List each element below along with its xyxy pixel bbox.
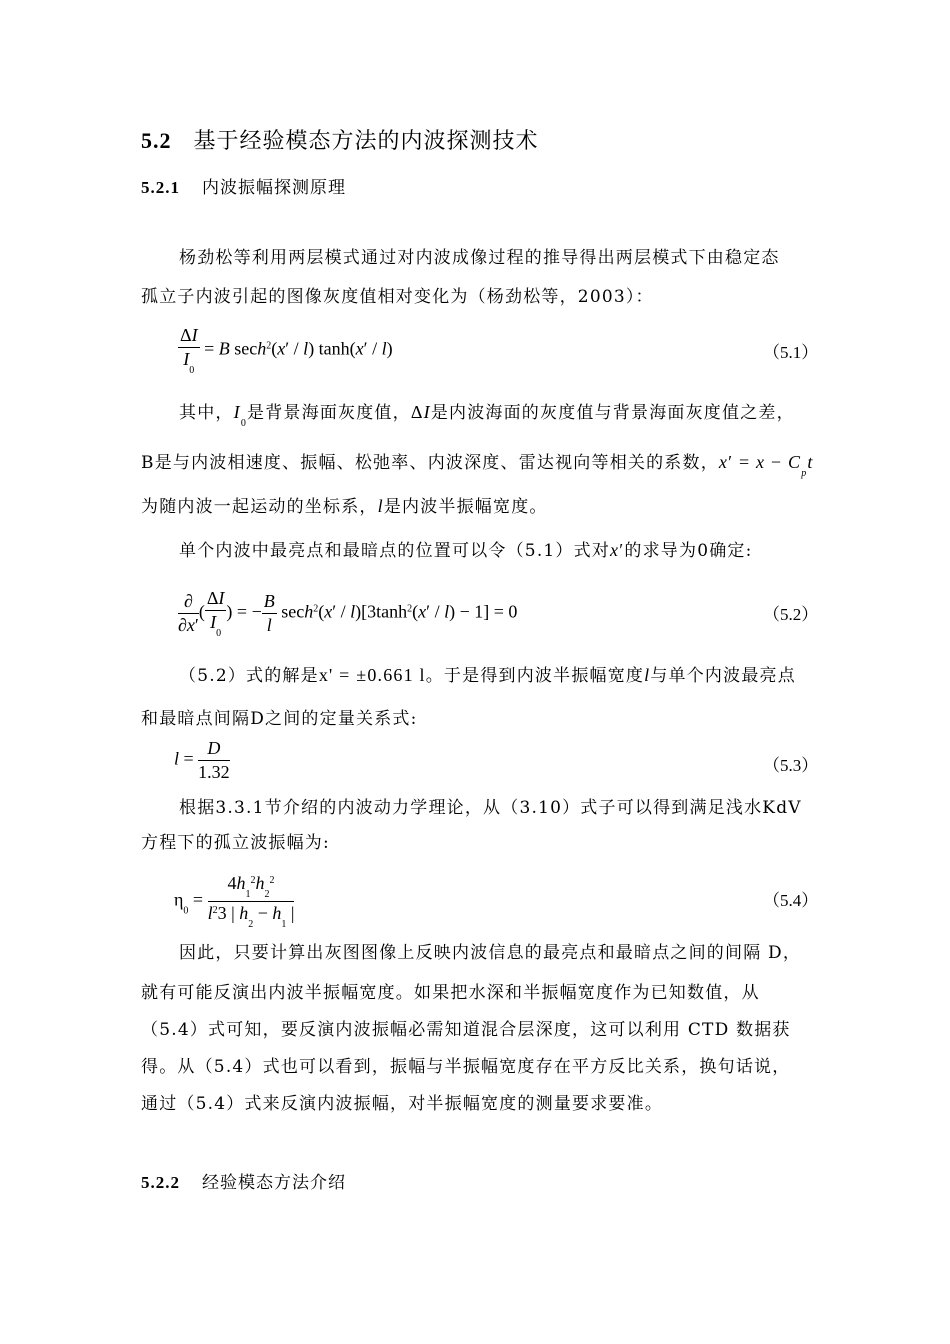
paragraph-6-line-4: 得。从（5.4）式也可以看到，振幅与半振幅宽度存在平方反比关系，换句话说， bbox=[141, 1057, 791, 1077]
equation-5-3: l = $\frac{D}{1.32}$ bbox=[174, 738, 230, 782]
section-heading bbox=[141, 124, 539, 155]
paragraph-6-line-3: （5.4）式可知，要反演内波振幅必需知道混合层深度，这可以利用 CTD 数据获 bbox=[141, 1020, 791, 1040]
section-title: 基于经验模态方法的内波探测技术 bbox=[193, 129, 539, 154]
subsection-title-1: 内波振幅探测原理 bbox=[202, 178, 346, 198]
paragraph-6-line-5: 通过（5.4）式来反演内波振幅，对半振幅宽度的测量要求要准。 bbox=[141, 1094, 664, 1114]
paragraph-6-line-1: 因此，只要计算出灰图图像上反映内波信息的最亮点和最暗点之间的间隔 D， bbox=[179, 943, 802, 963]
paragraph-3: 单个内波中最亮点和最暗点的位置可以令（5.1）式对x′的求导为0确定: bbox=[179, 540, 753, 561]
equation-5-1-label: （5.1） bbox=[763, 343, 819, 362]
paragraph-2-line-1: 其中，$I_0$是背景海面灰度值，ΔI是内波海面的灰度值与背景海面灰度值之差， bbox=[179, 402, 795, 429]
equation-5-2: $\frac{\partial}{\partial x'}$ ( $\frac{\Delta I}{I_0}$ ) = − $\frac{B}{l}$ $\sec h^2(x' / l)[3\tanh^2(x' / l) - 1] = 0$ bbox=[178, 588, 518, 639]
subsection-number-1: 5.2.1 bbox=[141, 178, 180, 197]
paragraph-4-line-1: （5.2）式的解是x' = ±0.661 l。于是得到内波半振幅宽度l与单个内波最亮点 bbox=[179, 665, 796, 686]
paragraph-2-line-3: 为随内波一起运动的坐标系，l是内波半振幅宽度。 bbox=[141, 496, 548, 517]
paragraph-1-line-2: 孤立子内波引起的图像灰度值相对变化为（杨劲松等，2003）： bbox=[141, 287, 654, 307]
subsection-number-2: 5.2.2 bbox=[141, 1173, 180, 1192]
paragraph-4-line-2: 和最暗点间隔D之间的定量关系式: bbox=[141, 709, 418, 729]
equation-5-3-label: （5.3） bbox=[763, 756, 819, 775]
paragraph-2-line-2: B是与内波相速度、振幅、松弛率、内波深度、雷达视向等相关的系数，$x' = x - C_pt$ bbox=[141, 452, 814, 479]
subsection-title-2: 经验模态方法介绍 bbox=[202, 1173, 346, 1193]
equation-5-1: $\frac{\Delta I}{I_0}$ = B sech$^2$(x′ / l) tanh(x′ / l) bbox=[180, 325, 393, 376]
paragraph-6-line-2: 就有可能反演出内波半振幅宽度。如果把水深和半振幅宽度作为已知数值，从 bbox=[141, 983, 760, 1003]
section-number: 5.2 bbox=[141, 128, 172, 153]
paragraph-5-line-2: 方程下的孤立波振幅为: bbox=[141, 833, 330, 853]
paragraph-5-line-1: 根据3.3.1节介绍的内波动力学理论，从（3.10）式子可以得到满足浅水KdV bbox=[179, 798, 802, 818]
equation-5-2-label: （5.2） bbox=[763, 605, 819, 624]
equation-5-4-label: （5.4） bbox=[763, 891, 819, 910]
equation-5-4: $\eta_0$ = $\frac{4h_1^2h_2^2}{l^23 | h_2 - h_1 |}$ bbox=[174, 873, 295, 930]
subsection-heading-1 bbox=[141, 173, 346, 198]
subsection-heading-2 bbox=[141, 1168, 346, 1193]
paragraph-1-line-1: 杨劲松等利用两层模式通过对内波成像过程的推导得出两层模式下由稳定态 bbox=[179, 248, 780, 268]
